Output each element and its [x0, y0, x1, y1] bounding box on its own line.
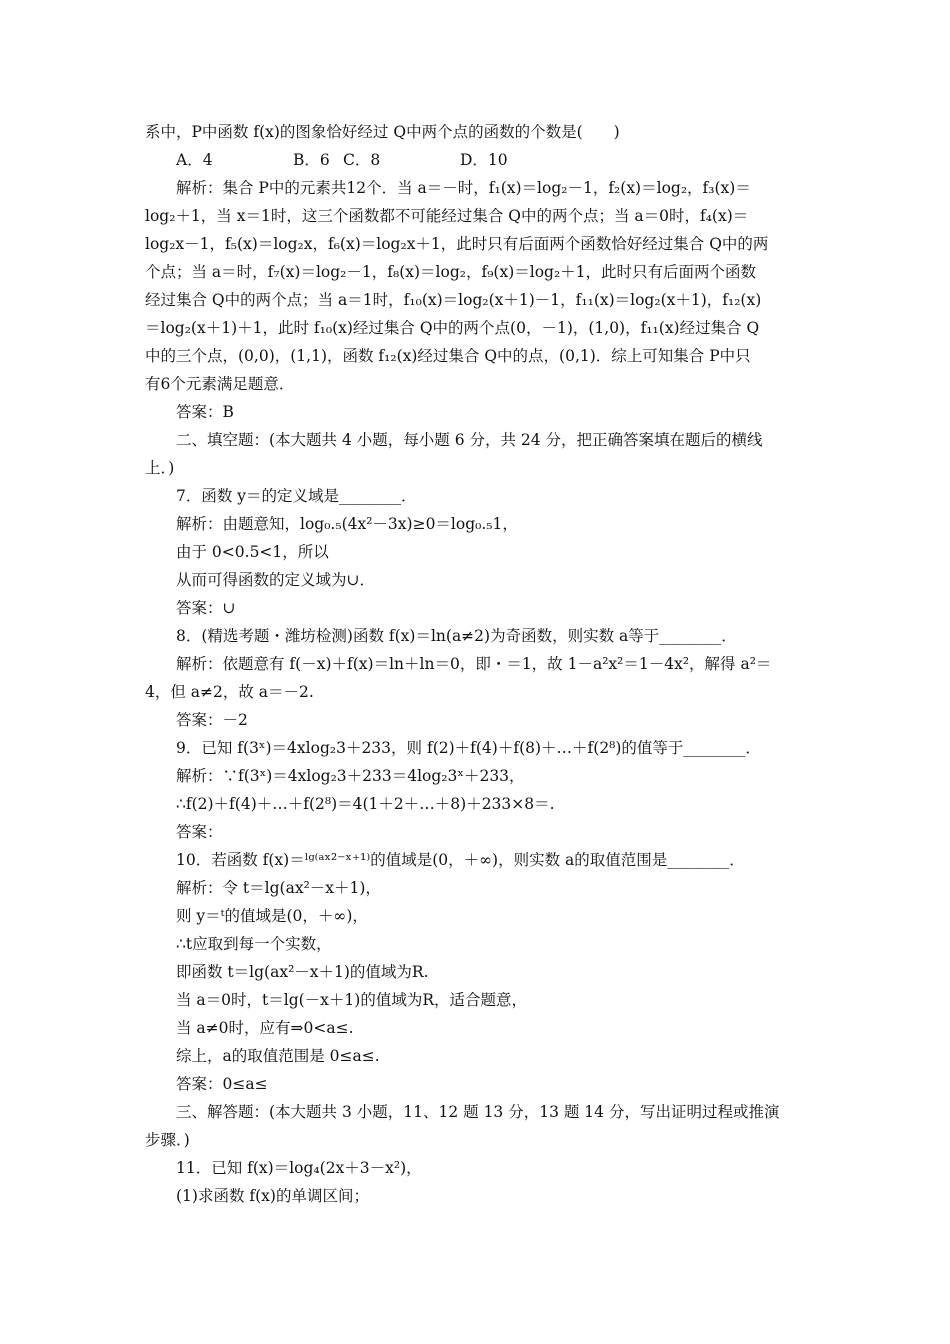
text-line: 10．若函数 f(x)＝ˡᵍ⁽ᵃˣ²⁻ˣ⁺¹⁾的值域是(0，＋∞)，则实数 a的取值范围是________． [176, 851, 745, 869]
text-line: 从而可得函数的定义域为∪． [176, 571, 375, 589]
option-c: C．8 [343, 151, 381, 169]
text-line: 7．函数 y＝的定义域是________． [176, 487, 417, 505]
text-line: 解析：依题意有 f(－x)＋f(x)＝ln＋ln＝0，即・＝1，故 1－a²x²＝1－4x²，解得 a²＝ [176, 655, 772, 673]
text-line: 解析：∵f(3ˣ)＝4xlog₂3＋233＝4log₂3ˣ＋233， [176, 767, 525, 785]
text-line: 答案：－2 [176, 711, 248, 729]
text-line: 由于 0<0.5<1，所以 [176, 543, 329, 561]
text-line: 个点；当 a＝时，f₇(x)＝log₂－1，f₈(x)＝log₂，f₉(x)＝log₂＋1，此时只有后面两个函数 [145, 263, 757, 281]
text-line: 4，但 a≠2，故 a＝－2. [145, 683, 314, 701]
text-line: 则 y＝ᵗ的值域是(0，＋∞)， [176, 907, 368, 925]
text-line: ∴f(2)＋f(4)＋…＋f(2⁸)＝4(1＋2＋…＋8)＋233×8＝. [176, 795, 555, 813]
text-line: 即函数 t＝lg(ax²－x＋1)的值域为R. [176, 963, 429, 981]
text-line: (1)求函数 f(x)的单调区间； [176, 1187, 369, 1205]
text-line: 当 a＝0时，t＝lg(－x＋1)的值域为R，适合题意， [176, 991, 528, 1009]
text-line: 答案：B [176, 403, 234, 421]
text-line: 8．(精选考题・潍坊检测)函数 f(x)＝ln(a≠2)为奇函数，则实数 a等于________． [176, 627, 737, 645]
text-line: 答案：∪ [176, 599, 236, 617]
text-line: 有6个元素满足题意． [145, 375, 295, 393]
text-line: 二、填空题：(本大题共 4 小题，每小题 6 分，共 24 分，把正确答案填在题后的横线 [176, 431, 763, 449]
text-line: 综上，a的取值范围是 0≤a≤. [176, 1047, 380, 1065]
text-line: 上．) [145, 459, 175, 477]
text-line: 当 a≠0时，应有⇒0<a≤. [176, 1019, 354, 1037]
text-line: 9．已知 f(3ˣ)＝4xlog₂3＋233，则 f(2)＋f(4)＋f(8)＋…＋f(2⁸)的值等于________． [176, 739, 761, 757]
option-b: B．6 [293, 151, 330, 169]
text-line: 答案：0≤a≤ [176, 1075, 268, 1093]
text-line: log₂＋1，当 x＝1时，这三个函数都不可能经过集合 Q中的两个点；当 a＝0时，f₄(x)＝ [145, 207, 749, 225]
text-line: 中的三个点，(0,0)，(1,1)，函数 f₁₂(x)经过集合 Q中的点，(0,1)．综上可知集合 P中只 [145, 347, 751, 365]
text-line: 11．已知 f(x)＝log₄(2x＋3－x²)， [176, 1159, 422, 1177]
text-line: ＝log₂(x＋1)＋1，此时 f₁₀(x)经过集合 Q中的两个点(0，－1)，(1,0)，f₁₁(x)经过集合 Q [145, 319, 760, 337]
text-line: 解析：集合 P中的元素共12个．当 a＝－时，f₁(x)＝log₂－1，f₂(x)＝log₂，f₃(x)＝ [176, 179, 751, 197]
text-line: ∴t应取到每一个实数， [176, 935, 332, 953]
text-line: 答案： [176, 823, 223, 841]
text-line: 解析：令 t＝lg(ax²－x＋1)， [176, 879, 381, 897]
option-a: A．4 [176, 151, 213, 169]
text-line: log₂x－1，f₅(x)＝log₂x，f₆(x)＝log₂x＋1，此时只有后面两个函数恰好经过集合 Q中的两 [145, 235, 769, 253]
text-line: 经过集合 Q中的两个点；当 a＝1时，f₁₀(x)＝log₂(x＋1)－1，f₁₁(x)＝log₂(x＋1)，f₁₂(x) [145, 291, 762, 309]
text-line: 系中，P中函数 f(x)的图象恰好经过 Q中两个点的函数的个数是( ) [145, 123, 620, 141]
text-line: 解析：由题意知，log₀.₅(4x²－3x)≥0＝log₀.₅1， [176, 515, 518, 533]
text-line: 步骤．) [145, 1131, 190, 1149]
option-d: D．10 [460, 151, 508, 169]
text-line: 三、解答题：(本大题共 3 小题，11、12 题 13 分，13 题 14 分，写出证明过程或推演 [176, 1103, 780, 1121]
